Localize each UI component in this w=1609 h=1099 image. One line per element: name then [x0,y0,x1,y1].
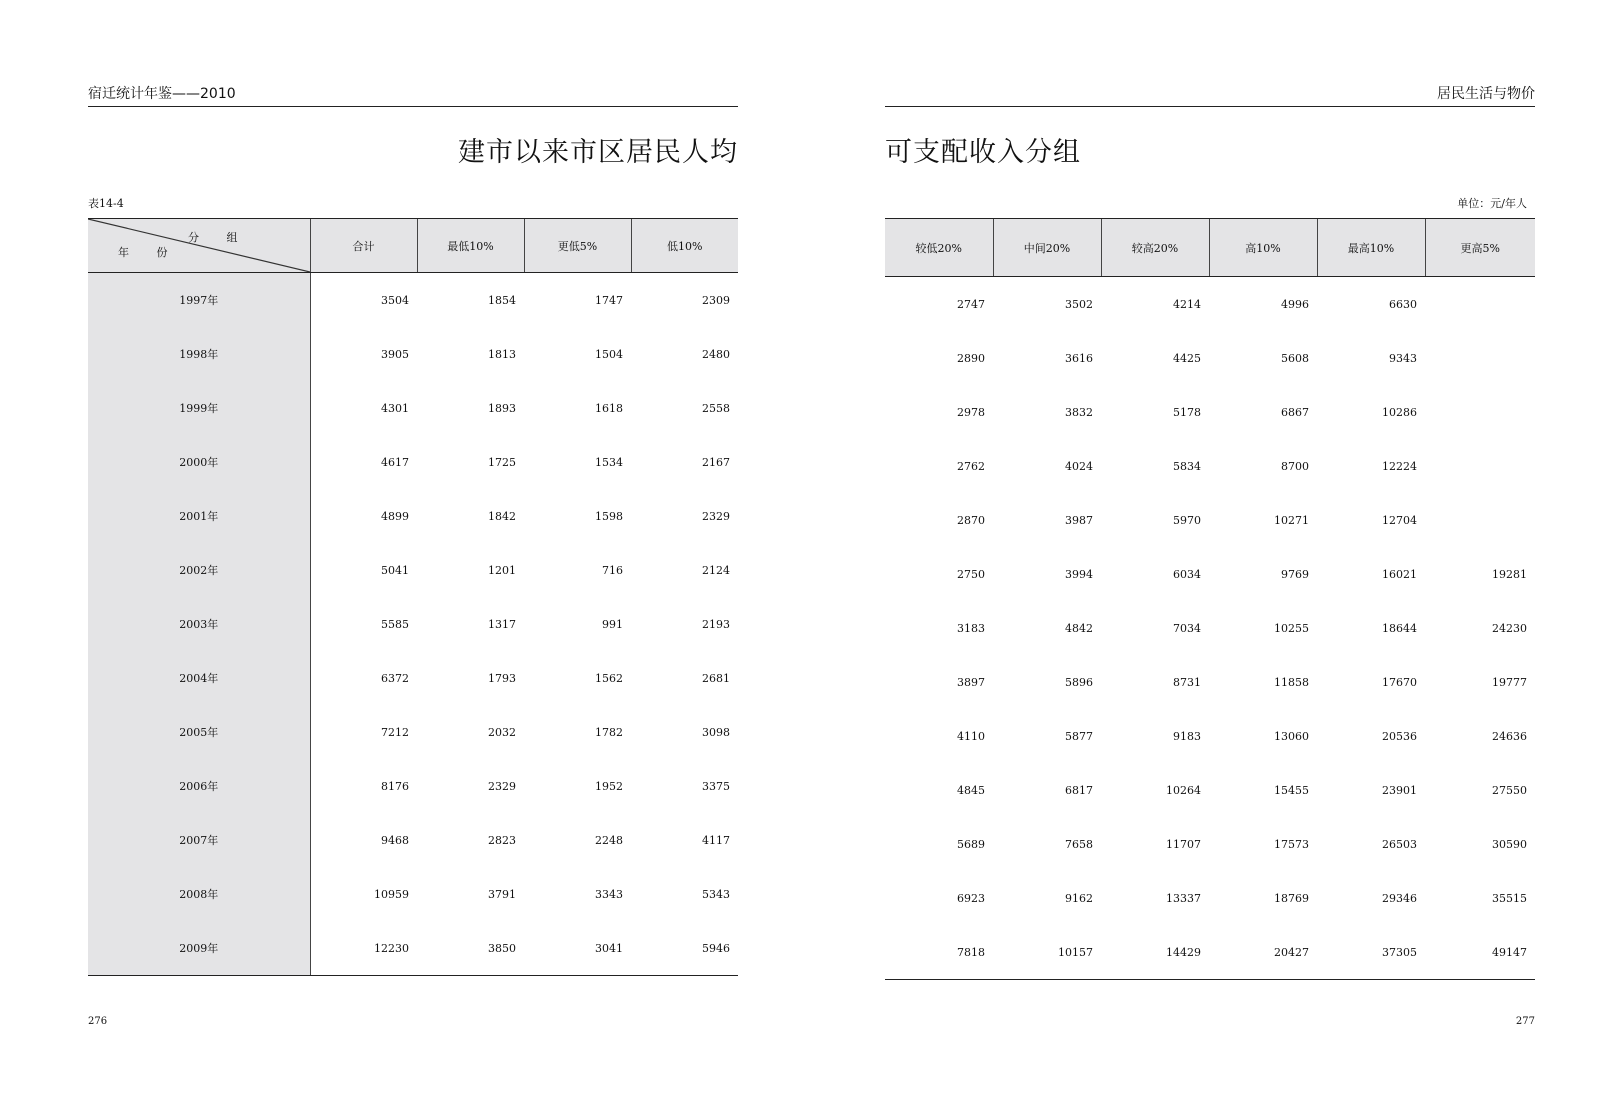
year-cell: 1998年 [88,327,310,381]
value-cell: 1725 [488,455,516,469]
page-number-right: 277 [1515,1016,1535,1027]
value-cell: 13337 [1166,891,1201,905]
value-cell: 8700 [1281,459,1309,473]
table-row [88,759,738,813]
table-row [885,655,1535,709]
value-cell: 6034 [1173,567,1201,581]
value-cell: 49147 [1425,925,1535,980]
year-cell: 1999年 [88,381,310,435]
table-row [885,763,1535,817]
value-cell: 4899 [381,509,409,523]
header-row [88,219,738,273]
unit-label: 单位：元/年人 [1457,197,1527,210]
value-cell [1425,439,1535,493]
value-cell: 1952 [595,779,623,793]
value-cell: 37305 [1317,925,1425,980]
value-cell: 2329 [702,509,730,523]
value-cell: 5041 [381,563,409,577]
value-cell: 18769 [1274,891,1309,905]
column-header: 低10% [631,219,738,273]
table-row [88,705,738,759]
table-row [885,385,1535,439]
value-cell: 3832 [1065,405,1093,419]
value-cell: 4845 [957,783,985,797]
value-cell: 4996 [1281,297,1309,311]
value-cell: 9769 [1281,567,1309,581]
value-cell: 2978 [957,405,985,419]
running-head-text: 宿迁统计年鉴——2010 [88,86,236,102]
value-cell: 3343 [595,887,623,901]
value-cell: 9162 [1065,891,1093,905]
table-row [885,601,1535,655]
year-cell: 2006年 [88,759,310,813]
value-cell: 30590 [1492,837,1527,851]
value-cell: 3375 [702,779,730,793]
value-cell: 1813 [488,347,516,361]
value-cell [1425,331,1535,385]
value-cell: 12704 [1382,513,1417,527]
value-cell: 17670 [1382,675,1417,689]
value-cell: 17573 [1274,837,1309,851]
table-row [885,331,1535,385]
value-cell: 6372 [381,671,409,685]
value-cell: 5896 [1065,675,1093,689]
value-cell: 14429 [1101,925,1209,980]
value-cell: 3098 [702,725,730,739]
value-cell: 1782 [595,725,623,739]
column-header: 合计 [310,219,417,273]
table-number: 表14-4 [88,197,124,210]
income-table-right [885,218,1535,980]
value-cell: 18644 [1382,621,1417,635]
value-cell: 2890 [957,351,985,365]
year-cell: 2007年 [88,813,310,867]
value-cell: 2193 [702,617,730,631]
value-cell: 12230 [310,921,417,976]
table-row [88,651,738,705]
value-cell [1425,493,1535,547]
column-header: 更高5% [1425,219,1535,277]
table-row [885,871,1535,925]
value-cell: 10264 [1166,783,1201,797]
value-cell: 5608 [1281,351,1309,365]
value-cell: 2747 [957,297,985,311]
year-cell: 2004年 [88,651,310,705]
value-cell: 10286 [1382,405,1417,419]
value-cell: 3850 [417,921,524,976]
table-row [88,489,738,543]
value-cell: 1534 [595,455,623,469]
value-cell: 3183 [957,621,985,635]
year-cell: 2001年 [88,489,310,543]
year-cell: 2008年 [88,867,310,921]
table-row [885,493,1535,547]
value-cell: 1618 [595,401,623,415]
value-cell: 4214 [1173,297,1201,311]
value-cell: 13060 [1274,729,1309,743]
column-header: 高10% [1209,219,1317,277]
value-cell: 4024 [1065,459,1093,473]
value-cell: 3616 [1065,351,1093,365]
value-cell: 1842 [488,509,516,523]
running-head-left [88,84,738,107]
income-table-left [88,218,738,976]
column-header: 较低20% [885,219,993,277]
value-cell: 20427 [1209,925,1317,980]
stub-group-label: 分 组 [188,231,250,244]
value-cell: 4425 [1173,351,1201,365]
value-cell: 2167 [702,455,730,469]
value-cell: 1562 [595,671,623,685]
value-cell: 5877 [1065,729,1093,743]
right-page [885,0,1535,1099]
year-cell: 2009年 [88,921,310,976]
value-cell: 19777 [1492,675,1527,689]
page-number-left: 276 [88,1016,108,1027]
value-cell: 8176 [381,779,409,793]
value-cell: 1854 [488,293,516,307]
value-cell: 3905 [381,347,409,361]
value-cell [1425,385,1535,439]
value-cell: 11707 [1166,837,1201,851]
running-head-text: 居民生活与物价 [1437,86,1535,102]
value-cell: 991 [602,617,623,631]
table-row [88,327,738,381]
left-page [88,0,738,1099]
column-header: 中间20% [993,219,1101,277]
column-header: 更低5% [524,219,631,273]
value-cell: 5970 [1173,513,1201,527]
value-cell: 20536 [1382,729,1417,743]
header-row [885,219,1535,277]
value-cell: 1201 [488,563,516,577]
value-cell: 2558 [702,401,730,415]
value-cell: 5689 [957,837,985,851]
value-cell: 4301 [381,401,409,415]
value-cell: 24636 [1492,729,1527,743]
value-cell: 26503 [1382,837,1417,851]
value-cell: 8731 [1173,675,1201,689]
value-cell: 2823 [488,833,516,847]
value-cell: 7818 [885,925,993,980]
table-row [88,543,738,597]
value-cell: 1598 [595,509,623,523]
value-cell: 6867 [1281,405,1309,419]
value-cell [1425,277,1535,332]
value-cell: 5585 [381,617,409,631]
value-cell: 6923 [957,891,985,905]
column-header: 较高20% [1101,219,1209,277]
stub-header [88,219,310,273]
value-cell: 29346 [1382,891,1417,905]
value-cell: 1504 [595,347,623,361]
value-cell: 2032 [488,725,516,739]
value-cell: 24230 [1492,621,1527,635]
value-cell: 2124 [702,563,730,577]
table-title-part2: 可支配收入分组 [885,137,1081,168]
value-cell: 7212 [381,725,409,739]
table-row [885,709,1535,763]
table-row [885,925,1535,980]
year-cell: 2000年 [88,435,310,489]
table-row [88,813,738,867]
value-cell: 716 [602,563,623,577]
value-cell: 7034 [1173,621,1201,635]
value-cell: 11858 [1274,675,1309,689]
value-cell: 2762 [957,459,985,473]
value-cell: 4110 [957,729,985,743]
value-cell: 15455 [1274,783,1309,797]
table-row [88,435,738,489]
value-cell: 10271 [1274,513,1309,527]
table-row [88,381,738,435]
running-head-right [885,84,1535,107]
table-row [88,867,738,921]
table-row [88,597,738,651]
value-cell: 7658 [1065,837,1093,851]
value-cell: 2750 [957,567,985,581]
value-cell: 4842 [1065,621,1093,635]
value-cell: 5834 [1173,459,1201,473]
value-cell: 1893 [488,401,516,415]
value-cell: 3897 [957,675,985,689]
table-row [885,277,1535,332]
value-cell: 2309 [702,293,730,307]
value-cell: 1793 [488,671,516,685]
value-cell: 6630 [1389,297,1417,311]
column-header: 最高10% [1317,219,1425,277]
value-cell: 5178 [1173,405,1201,419]
value-cell: 3987 [1065,513,1093,527]
value-cell: 2248 [595,833,623,847]
year-cell: 2002年 [88,543,310,597]
value-cell: 5946 [631,921,738,976]
value-cell: 2681 [702,671,730,685]
year-cell: 2005年 [88,705,310,759]
table-row [88,921,738,976]
value-cell: 19281 [1492,567,1527,581]
value-cell: 3791 [488,887,516,901]
value-cell: 3994 [1065,567,1093,581]
value-cell: 9343 [1389,351,1417,365]
value-cell: 10157 [993,925,1101,980]
table-row [885,547,1535,601]
value-cell: 35515 [1492,891,1527,905]
column-header: 最低10% [417,219,524,273]
value-cell: 6817 [1065,783,1093,797]
value-cell: 27550 [1492,783,1527,797]
value-cell: 2480 [702,347,730,361]
value-cell: 12224 [1382,459,1417,473]
value-cell: 9468 [381,833,409,847]
value-cell: 4617 [381,455,409,469]
value-cell: 10255 [1274,621,1309,635]
table-row [88,273,738,328]
year-cell: 2003年 [88,597,310,651]
value-cell: 1747 [595,293,623,307]
table-title-part1: 建市以来市区居民人均 [458,137,738,168]
table-row [885,439,1535,493]
year-cell: 1997年 [88,273,310,328]
value-cell: 9183 [1173,729,1201,743]
value-cell: 2870 [957,513,985,527]
stub-year-label: 年 份 [118,246,180,259]
value-cell: 16021 [1382,567,1417,581]
value-cell: 10959 [374,887,409,901]
value-cell: 3502 [1065,297,1093,311]
table-row [885,817,1535,871]
value-cell: 5343 [702,887,730,901]
value-cell: 3504 [381,293,409,307]
value-cell: 2329 [488,779,516,793]
value-cell: 23901 [1382,783,1417,797]
value-cell: 3041 [524,921,631,976]
value-cell: 4117 [702,833,730,847]
value-cell: 1317 [488,617,516,631]
